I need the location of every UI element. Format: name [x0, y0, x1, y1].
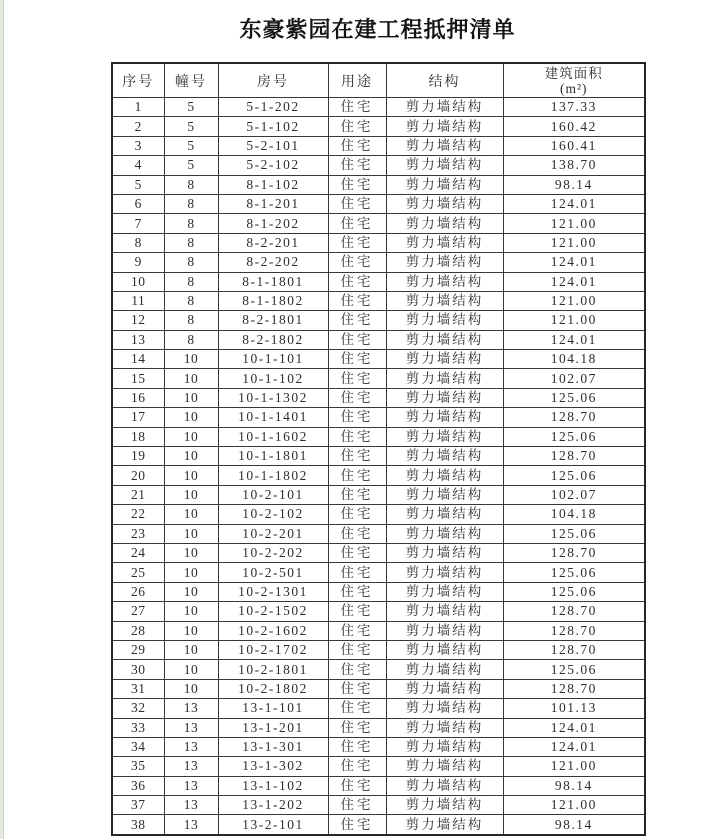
table-row — [112, 311, 645, 330]
cell-serial-number: 19 — [112, 447, 164, 466]
cell-building-number: 10 — [164, 427, 218, 446]
table-row — [112, 563, 645, 582]
cell-serial-number: 5 — [112, 175, 164, 194]
cell-structure: 剪力墙结构 — [386, 485, 503, 504]
cell-use: 住宅 — [328, 640, 386, 659]
cell-room-number: 8-1-1801 — [218, 272, 328, 291]
table-row — [112, 796, 645, 815]
cell-building-area: 137.33 — [503, 98, 645, 117]
cell-structure: 剪力墙结构 — [386, 679, 503, 698]
cell-building-area: 128.70 — [503, 621, 645, 640]
cell-building-number: 8 — [164, 194, 218, 213]
cell-serial-number: 37 — [112, 796, 164, 815]
cell-use: 住宅 — [328, 408, 386, 427]
cell-building-number: 8 — [164, 214, 218, 233]
table-row — [112, 737, 645, 756]
cell-structure: 剪力墙结构 — [386, 621, 503, 640]
cell-building-number: 13 — [164, 776, 218, 795]
table-row — [112, 640, 645, 659]
cell-serial-number: 38 — [112, 815, 164, 835]
cell-structure: 剪力墙结构 — [386, 311, 503, 330]
cell-structure: 剪力墙结构 — [386, 660, 503, 679]
cell-serial-number: 10 — [112, 272, 164, 291]
cell-building-area: 121.00 — [503, 214, 645, 233]
cell-building-area: 101.13 — [503, 699, 645, 718]
cell-structure: 剪力墙结构 — [386, 408, 503, 427]
cell-room-number: 13-1-202 — [218, 796, 328, 815]
cell-serial-number: 14 — [112, 350, 164, 369]
cell-structure: 剪力墙结构 — [386, 796, 503, 815]
cell-use: 住宅 — [328, 98, 386, 117]
cell-serial-number: 17 — [112, 408, 164, 427]
col-header-use: 用途 — [328, 63, 386, 98]
table-row — [112, 660, 645, 679]
cell-structure: 剪力墙结构 — [386, 447, 503, 466]
cell-structure: 剪力墙结构 — [386, 640, 503, 659]
cell-use: 住宅 — [328, 699, 386, 718]
cell-use: 住宅 — [328, 621, 386, 640]
cell-use: 住宅 — [328, 369, 386, 388]
table-row — [112, 757, 645, 776]
cell-serial-number: 30 — [112, 660, 164, 679]
cell-serial-number: 21 — [112, 485, 164, 504]
cell-serial-number: 31 — [112, 679, 164, 698]
cell-building-area: 124.01 — [503, 718, 645, 737]
table-row — [112, 699, 645, 718]
cell-room-number: 10-2-1502 — [218, 602, 328, 621]
cell-room-number: 13-1-101 — [218, 699, 328, 718]
cell-room-number: 10-2-201 — [218, 524, 328, 543]
cell-serial-number: 20 — [112, 466, 164, 485]
table-row — [112, 621, 645, 640]
cell-room-number: 10-2-1602 — [218, 621, 328, 640]
table-row — [112, 233, 645, 252]
cell-room-number: 8-2-1801 — [218, 311, 328, 330]
cell-serial-number: 7 — [112, 214, 164, 233]
cell-use: 住宅 — [328, 117, 386, 136]
cell-serial-number: 13 — [112, 330, 164, 349]
cell-use: 住宅 — [328, 156, 386, 175]
cell-structure: 剪力墙结构 — [386, 776, 503, 795]
cell-room-number: 8-1-201 — [218, 194, 328, 213]
cell-structure: 剪力墙结构 — [386, 194, 503, 213]
cell-building-number: 8 — [164, 253, 218, 272]
cell-room-number: 10-1-1801 — [218, 447, 328, 466]
table-body — [112, 98, 645, 835]
cell-room-number: 10-1-1302 — [218, 388, 328, 407]
cell-use: 住宅 — [328, 194, 386, 213]
cell-building-area: 104.18 — [503, 350, 645, 369]
cell-use: 住宅 — [328, 660, 386, 679]
cell-serial-number: 34 — [112, 737, 164, 756]
table-row — [112, 718, 645, 737]
cell-structure: 剪力墙结构 — [386, 350, 503, 369]
cell-structure: 剪力墙结构 — [386, 330, 503, 349]
cell-serial-number: 11 — [112, 291, 164, 310]
cell-room-number: 10-1-1602 — [218, 427, 328, 446]
cell-use: 住宅 — [328, 543, 386, 562]
mortgage-table — [111, 62, 646, 836]
table-row — [112, 156, 645, 175]
cell-building-number: 10 — [164, 621, 218, 640]
cell-building-number: 10 — [164, 369, 218, 388]
cell-use: 住宅 — [328, 524, 386, 543]
cell-structure: 剪力墙结构 — [386, 815, 503, 835]
cell-structure: 剪力墙结构 — [386, 388, 503, 407]
cell-use: 住宅 — [328, 737, 386, 756]
cell-room-number: 10-2-202 — [218, 543, 328, 562]
cell-use: 住宅 — [328, 233, 386, 252]
cell-building-number: 13 — [164, 796, 218, 815]
cell-serial-number: 27 — [112, 602, 164, 621]
cell-structure: 剪力墙结构 — [386, 369, 503, 388]
cell-serial-number: 4 — [112, 156, 164, 175]
cell-building-area: 104.18 — [503, 505, 645, 524]
table-row — [112, 582, 645, 601]
cell-room-number: 10-2-102 — [218, 505, 328, 524]
cell-use: 住宅 — [328, 253, 386, 272]
cell-room-number: 5-1-102 — [218, 117, 328, 136]
cell-building-number: 10 — [164, 679, 218, 698]
table-row — [112, 524, 645, 543]
table-row — [112, 447, 645, 466]
cell-use: 住宅 — [328, 757, 386, 776]
table-row — [112, 543, 645, 562]
cell-use: 住宅 — [328, 175, 386, 194]
cell-serial-number: 24 — [112, 543, 164, 562]
cell-use: 住宅 — [328, 447, 386, 466]
cell-building-area: 98.14 — [503, 815, 645, 835]
cell-building-number: 10 — [164, 640, 218, 659]
cell-serial-number: 25 — [112, 563, 164, 582]
table-row — [112, 408, 645, 427]
cell-room-number: 10-1-102 — [218, 369, 328, 388]
cell-room-number: 5-1-202 — [218, 98, 328, 117]
cell-use: 住宅 — [328, 505, 386, 524]
cell-use: 住宅 — [328, 466, 386, 485]
cell-building-area: 125.06 — [503, 524, 645, 543]
cell-serial-number: 12 — [112, 311, 164, 330]
cell-building-area: 121.00 — [503, 757, 645, 776]
cell-structure: 剪力墙结构 — [386, 602, 503, 621]
cell-room-number: 10-1-1401 — [218, 408, 328, 427]
cell-building-area: 125.06 — [503, 660, 645, 679]
cell-use: 住宅 — [328, 311, 386, 330]
cell-serial-number: 23 — [112, 524, 164, 543]
cell-building-number: 5 — [164, 98, 218, 117]
col-header-area-unit: (m²) — [559, 80, 588, 96]
cell-room-number: 10-2-501 — [218, 563, 328, 582]
cell-structure: 剪力墙结构 — [386, 272, 503, 291]
cell-building-number: 8 — [164, 311, 218, 330]
cell-structure: 剪力墙结构 — [386, 563, 503, 582]
cell-structure: 剪力墙结构 — [386, 253, 503, 272]
table-row — [112, 466, 645, 485]
cell-building-number: 13 — [164, 815, 218, 835]
col-header-room: 房号 — [218, 63, 328, 98]
cell-structure: 剪力墙结构 — [386, 98, 503, 117]
cell-structure: 剪力墙结构 — [386, 737, 503, 756]
cell-room-number: 10-2-1702 — [218, 640, 328, 659]
cell-use: 住宅 — [328, 214, 386, 233]
cell-building-number: 10 — [164, 388, 218, 407]
cell-building-number: 8 — [164, 272, 218, 291]
cell-structure: 剪力墙结构 — [386, 699, 503, 718]
cell-building-number: 13 — [164, 718, 218, 737]
table-row — [112, 175, 645, 194]
cell-room-number: 10-2-101 — [218, 485, 328, 504]
cell-building-area: 124.01 — [503, 737, 645, 756]
cell-use: 住宅 — [328, 815, 386, 835]
cell-building-area: 121.00 — [503, 311, 645, 330]
table-row — [112, 98, 645, 117]
table-row — [112, 194, 645, 213]
cell-structure: 剪力墙结构 — [386, 524, 503, 543]
page-edge-strip — [0, 0, 4, 839]
cell-building-number: 5 — [164, 117, 218, 136]
cell-building-area: 124.01 — [503, 253, 645, 272]
cell-building-area: 138.70 — [503, 156, 645, 175]
cell-serial-number: 35 — [112, 757, 164, 776]
cell-room-number: 8-1-1802 — [218, 291, 328, 310]
cell-room-number: 13-1-102 — [218, 776, 328, 795]
cell-building-number: 10 — [164, 466, 218, 485]
cell-building-area: 121.00 — [503, 291, 645, 310]
cell-structure: 剪力墙结构 — [386, 427, 503, 446]
table-row — [112, 117, 645, 136]
cell-building-area: 128.70 — [503, 543, 645, 562]
table-row — [112, 214, 645, 233]
cell-building-area: 128.70 — [503, 408, 645, 427]
cell-serial-number: 8 — [112, 233, 164, 252]
cell-building-area: 102.07 — [503, 369, 645, 388]
cell-room-number: 8-1-102 — [218, 175, 328, 194]
cell-use: 住宅 — [328, 136, 386, 155]
cell-building-number: 10 — [164, 350, 218, 369]
cell-structure: 剪力墙结构 — [386, 117, 503, 136]
table-row — [112, 388, 645, 407]
cell-room-number: 13-1-201 — [218, 718, 328, 737]
cell-building-area: 128.70 — [503, 679, 645, 698]
cell-serial-number: 16 — [112, 388, 164, 407]
cell-serial-number: 9 — [112, 253, 164, 272]
cell-use: 住宅 — [328, 485, 386, 504]
cell-use: 住宅 — [328, 350, 386, 369]
cell-building-area: 121.00 — [503, 233, 645, 252]
cell-serial-number: 22 — [112, 505, 164, 524]
cell-serial-number: 18 — [112, 427, 164, 446]
cell-room-number: 10-2-1801 — [218, 660, 328, 679]
cell-room-number: 8-2-1802 — [218, 330, 328, 349]
cell-building-number: 13 — [164, 757, 218, 776]
cell-use: 住宅 — [328, 679, 386, 698]
table-row — [112, 815, 645, 835]
cell-room-number: 10-2-1301 — [218, 582, 328, 601]
cell-structure: 剪力墙结构 — [386, 582, 503, 601]
cell-room-number: 8-2-201 — [218, 233, 328, 252]
cell-building-number: 10 — [164, 582, 218, 601]
cell-building-area: 98.14 — [503, 776, 645, 795]
cell-building-area: 125.06 — [503, 388, 645, 407]
cell-structure: 剪力墙结构 — [386, 214, 503, 233]
cell-structure: 剪力墙结构 — [386, 543, 503, 562]
table-row — [112, 679, 645, 698]
cell-building-area: 124.01 — [503, 330, 645, 349]
cell-structure: 剪力墙结构 — [386, 757, 503, 776]
cell-serial-number: 33 — [112, 718, 164, 737]
cell-building-number: 13 — [164, 699, 218, 718]
cell-use: 住宅 — [328, 776, 386, 795]
cell-serial-number: 15 — [112, 369, 164, 388]
cell-serial-number: 29 — [112, 640, 164, 659]
cell-building-number: 5 — [164, 156, 218, 175]
cell-serial-number: 3 — [112, 136, 164, 155]
cell-structure: 剪力墙结构 — [386, 718, 503, 737]
cell-building-area: 160.42 — [503, 117, 645, 136]
cell-serial-number: 32 — [112, 699, 164, 718]
cell-use: 住宅 — [328, 427, 386, 446]
cell-structure: 剪力墙结构 — [386, 156, 503, 175]
col-header-building: 幢号 — [164, 63, 218, 98]
table-row — [112, 369, 645, 388]
cell-building-number: 8 — [164, 233, 218, 252]
cell-serial-number: 26 — [112, 582, 164, 601]
table-row — [112, 330, 645, 349]
cell-building-area: 121.00 — [503, 796, 645, 815]
cell-building-number: 10 — [164, 505, 218, 524]
cell-use: 住宅 — [328, 291, 386, 310]
cell-building-area: 128.70 — [503, 602, 645, 621]
cell-use: 住宅 — [328, 330, 386, 349]
cell-structure: 剪力墙结构 — [386, 233, 503, 252]
cell-room-number: 13-1-301 — [218, 737, 328, 756]
cell-building-number: 13 — [164, 737, 218, 756]
cell-room-number: 13-1-302 — [218, 757, 328, 776]
cell-use: 住宅 — [328, 582, 386, 601]
cell-serial-number: 36 — [112, 776, 164, 795]
cell-use: 住宅 — [328, 718, 386, 737]
cell-structure: 剪力墙结构 — [386, 175, 503, 194]
table-row — [112, 776, 645, 795]
cell-use: 住宅 — [328, 563, 386, 582]
page-title: 东豪紫园在建工程抵押清单 — [239, 17, 516, 42]
cell-structure: 剪力墙结构 — [386, 466, 503, 485]
cell-building-area: 128.70 — [503, 640, 645, 659]
cell-building-area: 128.70 — [503, 447, 645, 466]
cell-serial-number: 6 — [112, 194, 164, 213]
cell-room-number: 5-2-102 — [218, 156, 328, 175]
cell-room-number: 10-2-1802 — [218, 679, 328, 698]
col-header-serial: 序号 — [112, 63, 164, 98]
cell-room-number: 13-2-101 — [218, 815, 328, 835]
table-row — [112, 253, 645, 272]
cell-room-number: 5-2-101 — [218, 136, 328, 155]
cell-use: 住宅 — [328, 388, 386, 407]
cell-serial-number: 2 — [112, 117, 164, 136]
cell-building-area: 98.14 — [503, 175, 645, 194]
table-row — [112, 602, 645, 621]
cell-use: 住宅 — [328, 272, 386, 291]
cell-building-area: 160.41 — [503, 136, 645, 155]
cell-building-number: 8 — [164, 175, 218, 194]
table-row — [112, 272, 645, 291]
cell-building-area: 124.01 — [503, 272, 645, 291]
cell-building-number: 10 — [164, 543, 218, 562]
cell-building-number: 8 — [164, 291, 218, 310]
cell-building-area: 125.06 — [503, 427, 645, 446]
cell-structure: 剪力墙结构 — [386, 136, 503, 155]
col-header-area-label: 建筑面积 — [544, 65, 603, 81]
cell-building-area: 125.06 — [503, 466, 645, 485]
cell-building-number: 10 — [164, 447, 218, 466]
table-row — [112, 485, 645, 504]
cell-building-number: 8 — [164, 330, 218, 349]
table-row — [112, 291, 645, 310]
cell-room-number: 10-1-1802 — [218, 466, 328, 485]
cell-building-area: 124.01 — [503, 194, 645, 213]
table-row — [112, 505, 645, 524]
table-row — [112, 136, 645, 155]
table-row — [112, 350, 645, 369]
cell-structure: 剪力墙结构 — [386, 291, 503, 310]
cell-room-number: 10-1-101 — [218, 350, 328, 369]
cell-use: 住宅 — [328, 602, 386, 621]
cell-building-area: 125.06 — [503, 563, 645, 582]
cell-serial-number: 1 — [112, 98, 164, 117]
cell-building-number: 10 — [164, 660, 218, 679]
header-row — [112, 63, 645, 98]
col-header-area — [503, 63, 645, 98]
cell-building-number: 10 — [164, 524, 218, 543]
cell-building-area: 102.07 — [503, 485, 645, 504]
cell-room-number: 8-2-202 — [218, 253, 328, 272]
cell-building-number: 10 — [164, 485, 218, 504]
cell-room-number: 8-1-202 — [218, 214, 328, 233]
cell-use: 住宅 — [328, 796, 386, 815]
table-row — [112, 427, 645, 446]
cell-building-number: 10 — [164, 563, 218, 582]
cell-serial-number: 28 — [112, 621, 164, 640]
cell-structure: 剪力墙结构 — [386, 505, 503, 524]
col-header-structure: 结构 — [386, 63, 503, 98]
cell-building-area: 125.06 — [503, 582, 645, 601]
cell-building-number: 10 — [164, 602, 218, 621]
cell-building-number: 10 — [164, 408, 218, 427]
cell-building-number: 5 — [164, 136, 218, 155]
